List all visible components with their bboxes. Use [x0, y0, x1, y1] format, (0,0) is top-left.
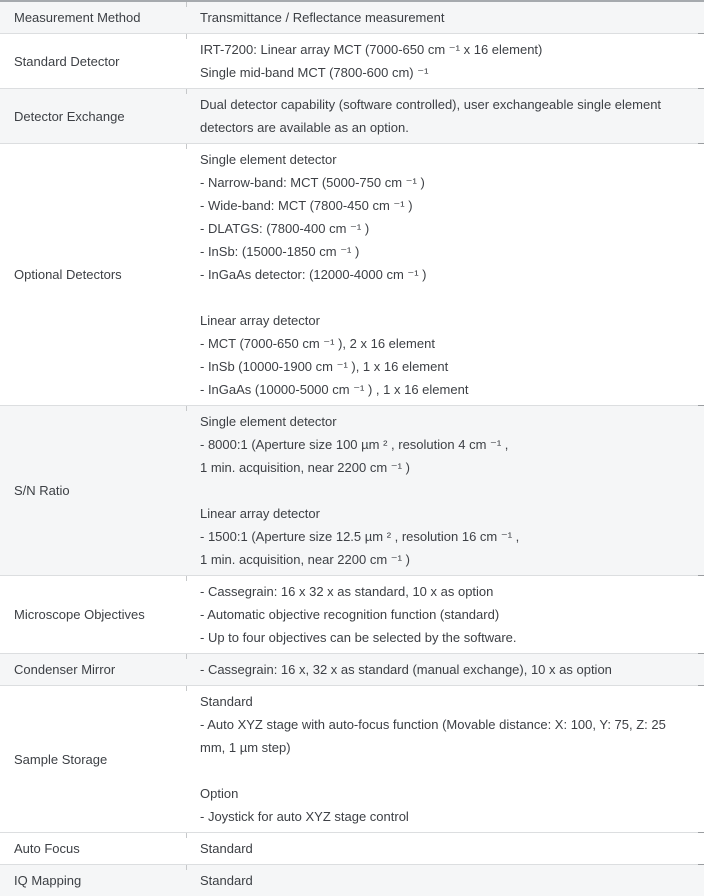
table-row: [0, 2, 704, 34]
value-line: Dual detector capability (software controlled), user exchangeable single element: [200, 97, 662, 112]
value-line: - Automatic objective recognition function (standard): [200, 607, 500, 622]
table-row: [0, 654, 704, 686]
value-line: Linear array detector: [200, 313, 320, 328]
blank-line: [200, 286, 698, 309]
value-line: - Narrow-band: MCT (5000-750 cm ⁻¹ ): [200, 175, 425, 190]
row-label: [0, 576, 186, 653]
row-value: [186, 654, 704, 685]
value-line: Single mid-band MCT (7800-600 cm) ⁻¹: [200, 65, 429, 80]
value-line: - MCT (7000-650 cm ⁻¹ ), 2 x 16 element: [200, 336, 435, 351]
table-row: [0, 34, 704, 89]
value-line: mm, 1 µm step): [200, 740, 291, 755]
row-label-text: Optional Detectors: [14, 267, 122, 282]
row-value: [186, 576, 704, 653]
value-line: - Cassegrain: 16 x 32 x as standard, 10 x as option: [200, 584, 494, 599]
row-label-text: Standard Detector: [14, 53, 120, 69]
table-row: [0, 89, 704, 144]
row-label-text: Measurement Method: [14, 10, 141, 25]
value-line: Linear array detector: [200, 506, 320, 521]
table-row: [0, 865, 704, 896]
value-line: - InSb: (15000-1850 cm ⁻¹ ): [200, 244, 360, 259]
value-line: detectors are available as an option.: [200, 120, 409, 135]
row-value: [186, 34, 704, 88]
row-value: [186, 144, 704, 405]
row-label-text: Detector Exchange: [14, 108, 125, 124]
value-line: 1 min. acquisition, near 2200 cm ⁻¹ ): [200, 552, 410, 567]
value-line: Single element detector: [200, 414, 337, 429]
value-line: - InGaAs detector: (12000-4000 cm ⁻¹ ): [200, 267, 427, 282]
value-line: - Up to four objectives can be selected by the software.: [200, 630, 517, 645]
value-line: - Cassegrain: 16 x, 32 x as standard (manual exchange), 10 x as option: [200, 662, 612, 677]
row-value: [186, 406, 704, 575]
value-line: - InSb (10000-1900 cm ⁻¹ ), 1 x 16 element: [200, 359, 449, 374]
value-line: Option: [200, 786, 239, 801]
blank-line: [200, 759, 698, 782]
table-row: [0, 833, 704, 865]
value-line: Standard: [200, 841, 253, 856]
row-label: [0, 654, 186, 685]
value-line: - 8000:1 (Aperture size 100 µm ² , resolution 4 cm ⁻¹ ,: [200, 437, 509, 452]
value-line: - Joystick for auto XYZ stage control: [200, 809, 409, 824]
value-line: Standard: [200, 694, 253, 709]
value-line: IRT-7200: Linear array MCT (7000-650 cm ⁻¹ x 16 element): [200, 42, 543, 57]
table-row: [0, 686, 704, 833]
blank-line: [200, 479, 698, 502]
value-line: - DLATGS: (7800-400 cm ⁻¹ ): [200, 221, 370, 236]
value-line: Standard: [200, 873, 253, 888]
value-line: - Wide-band: MCT (7800-450 cm ⁻¹ ): [200, 198, 413, 213]
row-value: [186, 2, 704, 33]
row-label: [0, 34, 186, 88]
row-value: [186, 686, 704, 832]
row-value: [186, 89, 704, 143]
table-row: [0, 144, 704, 406]
row-label: [0, 406, 186, 575]
row-label-text: Sample Storage: [14, 751, 108, 767]
row-label-text: IQ Mapping: [14, 873, 82, 888]
value-line: 1 min. acquisition, near 2200 cm ⁻¹ ): [200, 460, 410, 475]
row-label: [0, 833, 186, 864]
row-label-text: Condenser Mirror: [14, 662, 116, 677]
row-label-text: Auto Focus: [14, 841, 80, 856]
row-label: [0, 89, 186, 143]
value-line: - 1500:1 (Aperture size 12.5 µm ² , resolution 16 cm ⁻¹ ,: [200, 529, 520, 544]
row-value: [186, 833, 704, 864]
row-value: [186, 865, 704, 896]
value-line: Single element detector: [200, 152, 337, 167]
row-label: [0, 686, 186, 832]
value-line: - Auto XYZ stage with auto-focus function (Movable distance: X: 100, Y: 75, Z: 25: [200, 717, 666, 732]
value-line: Transmittance / Reflectance measurement: [200, 10, 445, 25]
row-label: [0, 144, 186, 405]
row-label-text: S/N Ratio: [14, 483, 70, 498]
value-line: - InGaAs (10000-5000 cm ⁻¹ ) , 1 x 16 element: [200, 382, 469, 397]
row-label-text: Microscope Objectives: [14, 607, 145, 622]
table-row: [0, 406, 704, 576]
row-label: [0, 2, 186, 33]
table-row: [0, 576, 704, 654]
row-label: [0, 865, 186, 896]
